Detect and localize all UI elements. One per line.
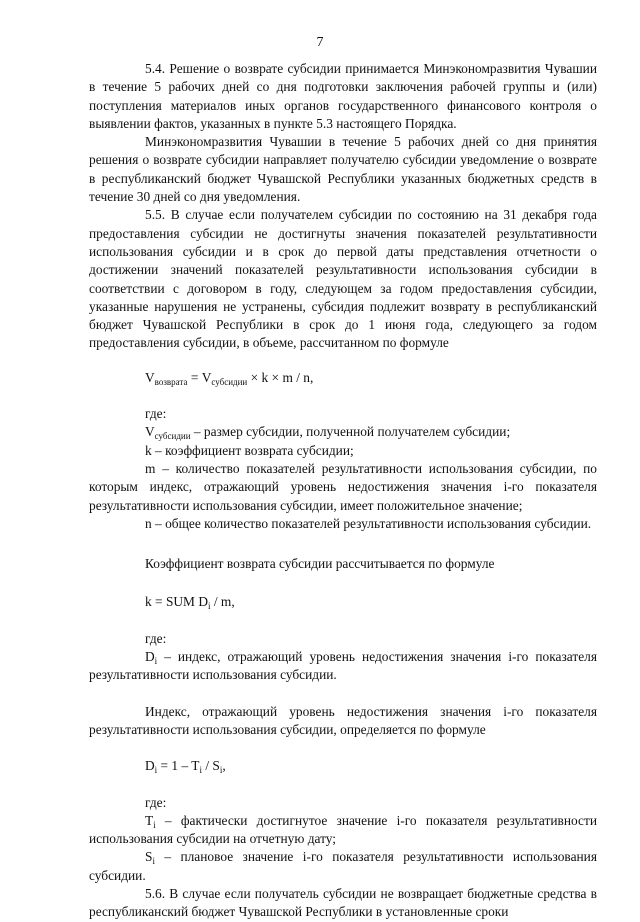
formula3-slash: / S (201, 758, 220, 774)
def-s-sub: i (152, 856, 155, 867)
formula3-sub-d: i (154, 765, 158, 776)
def-v-symbol: V (145, 424, 155, 440)
paragraph-5-4: 5.4. Решение о возврате субсидии принимается Минэкономразвития Чувашии в течение 5 рабочих дней со дня подготовки заключения рабочей группы и (или) поступления материалов иных органов государственного финансового контроля о выявлении фактов, указанных в пункте 5.3 настоящего Порядка. (89, 61, 597, 131)
definition-s (89, 848, 597, 885)
def-d-symbol: D (145, 649, 155, 665)
formula-rest: × k × m / n, (247, 369, 314, 385)
paragraph-5-5: 5.5. В случае если получателем субсидии по состоянию на 31 декабря года предоставления субсидии не достигнуты значения показателей результативности использования субсидии и в срок до первой даты представления отчетности о достижении значений показателей результативности использования субсидии в соответствии с договором в году, следующем за годом предоставления субсидии, указанные нарушения не устранены, субсидия подлежит возврату в республиканский бюджет Чувашской Республики в срок до 1 июня года, следующего за годом предоставления субсидии, в объеме, рассчитанном по формуле (89, 207, 597, 351)
def-d-text: – индекс, отражающий уровень недостижения значения i-го показателя результативности использования субсидии. (89, 649, 597, 683)
formula3-mid: = 1 – T (157, 758, 200, 774)
formula-return-amount (89, 369, 597, 387)
coefficient-intro: Коэффициент возврата субсидии рассчитывается по формуле (145, 556, 495, 572)
def-v-sub: субсидии (154, 431, 191, 442)
document-body (89, 60, 597, 922)
definition-t (89, 812, 597, 849)
definition-v (89, 423, 597, 441)
def-d-sub: i (154, 656, 158, 667)
definition-n: n – общее количество показателей результативности использования субсидии. (145, 515, 592, 531)
formula3-end: , (222, 758, 226, 774)
formula3-sub-t: i (199, 765, 202, 776)
formula-eq: = V (187, 369, 212, 385)
formula3-d: D (145, 758, 155, 774)
index-intro: Индекс, отражающий уровень недостижения значения i-го показателя результативности использования субсидии, определяется по формуле (89, 703, 597, 737)
formula2-rest: / m, (210, 594, 235, 610)
def-t-sub: i (153, 819, 156, 830)
def-t-text: – фактически достигнутое значение i-го показателя результативности использования субсидии на отчетную дату; (89, 812, 597, 847)
formula-sub-subsidy: субсидии (211, 376, 248, 387)
def-t-symbol: T (145, 812, 154, 828)
where-label-1: где: (145, 406, 167, 422)
definition-d (89, 648, 597, 685)
formula2-lead: k = SUM D (145, 594, 208, 610)
definition-m: m – количество показателей результативности использования субсидии, по которым индекс, отражающий уровень недостижения значения i-го показателя результативности использования субсидии, имеет положительное значение; (89, 460, 597, 513)
paragraph-notice: Минэкономразвития Чувашии в течение 5 рабочих дней со дня принятия решения о возврате субсидии направляет получателю субсидии уведомление о возврате в республиканский бюджет Чувашской Республики указанных бюджетных средств в течение 30 дней со дня уведомления. (89, 134, 597, 205)
where-label-3: где: (145, 794, 167, 810)
paragraph-5-6: 5.6. В случае если получатель субсидии не возвращает бюджетные средства в республиканский бюджет Чувашской Республики в установленные сроки (89, 885, 597, 920)
formula-coefficient (89, 593, 597, 611)
formula3-sub-s: i (219, 765, 223, 776)
formula-var-v: V (145, 369, 155, 385)
def-s-symbol: S (145, 849, 153, 865)
where-label-2: где: (145, 630, 167, 646)
formula-index (89, 757, 597, 775)
formula-sub-return: возврата (154, 376, 188, 387)
page-number: 7 (316, 35, 324, 50)
def-s-text: – плановое значение i-го показателя результативности использования субсидии. (89, 849, 597, 883)
formula2-sub: i (207, 601, 211, 612)
definition-k: k – коэффициент возврата субсидии; (145, 442, 354, 458)
def-v-text: – размер субсидии, полученной получателем субсидии; (190, 424, 511, 440)
